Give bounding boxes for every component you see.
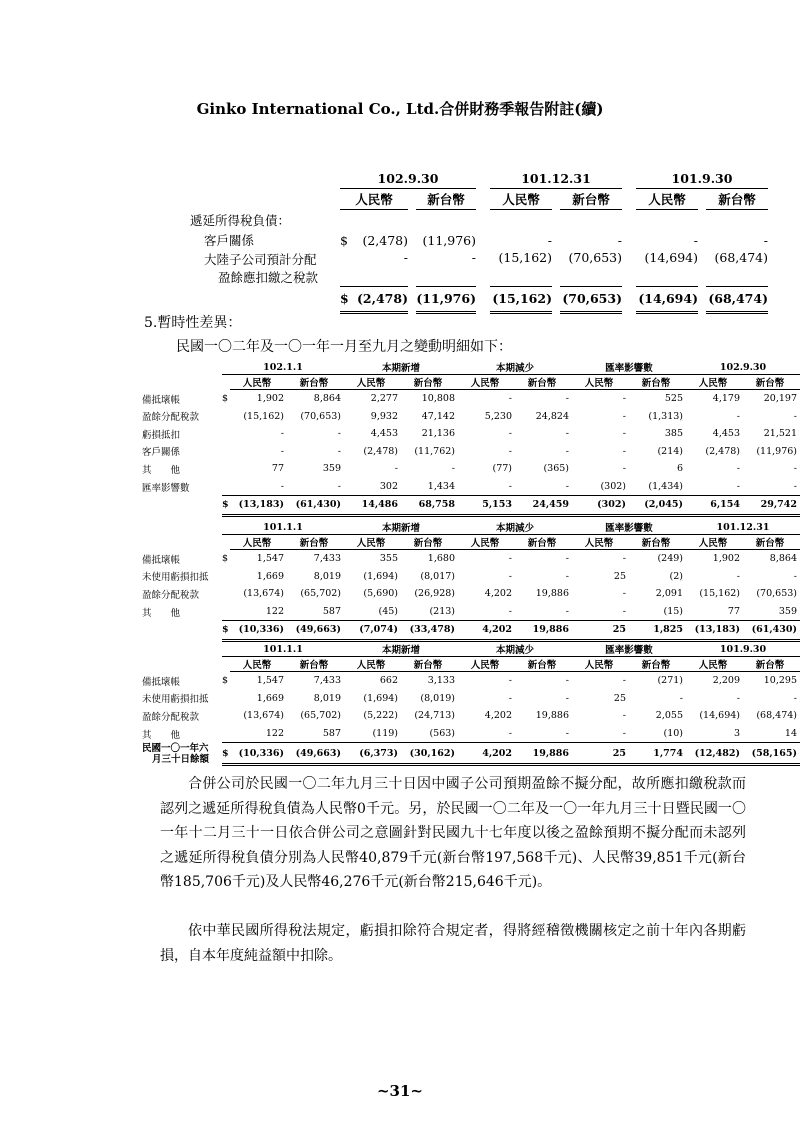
- row-label: 備抵壞帳: [142, 554, 181, 566]
- group-header: 102.1.1: [222, 360, 344, 375]
- currency-header: 人民幣: [686, 375, 743, 390]
- section-heading: 遞延所得稅負債：: [190, 213, 291, 228]
- total-label: 民國一〇一年六 月三十日餘額: [142, 742, 210, 765]
- table-row: 備抵壞帳 $ 1,547 7,433 355 1,680 - - - (249) 1,902 8,864: [140, 550, 800, 568]
- currency-header: 人民幣: [340, 189, 408, 210]
- table-row: 盈餘分配稅款 (13,674) (65,702) (5,222) (24,713) 4,202 19,886 - 2,055 (14,694) (68,474): [140, 707, 800, 725]
- paragraph-deferred-tax: 合併公司於民國一〇二年九月三十日因中國子公司預期盈餘不擬分配，故所應扣繳稅款而認列之遞延所得稅負債為人民幣0千元。另，於民國一〇二年及一〇一年九月三十日暨民國一〇一年十二月三十一日依合併公司之意圖針對民國九十七年度以後之盈餘預期不擬分配而未認列之遞延所得稅負債分別為人民幣40,879千元(新台幣197,568千元)、人民幣39,851千元(新台幣185,706千元)及人民幣46,276千元(新台幣215,646千元)。: [160, 776, 746, 890]
- currency-header: 新台幣: [629, 657, 686, 672]
- row-label: 客戶關係: [204, 233, 255, 248]
- period-header: 102.9.30: [340, 168, 476, 189]
- table-row: 備抵壞帳 $ 1,547 7,433 662 3,133 - - - (271) 2,209 10,295: [140, 672, 800, 690]
- row-label: 其 他: [142, 607, 181, 619]
- table-row: 虧損抵扣 - - 4,453 21,136 - - - 385 4,453 21,521: [140, 425, 800, 443]
- table-row: 匯率影響數 - - 302 1,434 - - (302) (1,434) - -: [140, 478, 800, 496]
- currency-header: 人民幣: [458, 375, 515, 390]
- currency-header: 新台幣: [560, 189, 622, 210]
- currency-header: 人民幣: [686, 657, 743, 672]
- currency-header: 人民幣: [344, 657, 401, 672]
- row-label: 盈餘分配稅款: [142, 589, 200, 601]
- group-header: 本期新增: [344, 360, 458, 375]
- currency-header: 新台幣: [629, 535, 686, 550]
- deferred-tax-liability-table: 102.9.30 101.12.31 101.9.30 人民幣 新台幣 人民幣 新台幣 人民幣 新台幣 遞延所得稅負債： 客戶關係 $ (2,478) (11,976) - - - - 大陸子公司預計分配 盈餘應扣繳之稅款 - - (15,162) (70,653) (14,694) (68,474) $ (2,478) (11,976) (15,162) (70,653) (14,694) (68,474): [190, 168, 768, 314]
- table-row: 備抵壞帳 $ 1,902 8,864 2,277 10,808 - - - 525 4,179 20,197: [140, 390, 800, 408]
- row-label: 其 他: [142, 729, 181, 741]
- currency-header: 新台幣: [743, 375, 800, 390]
- page-number: ~31~: [376, 1082, 423, 1100]
- section-5-heading: 5.暫時性差異：: [144, 315, 242, 331]
- group-header: 匯率影響數: [572, 360, 686, 375]
- currency-header: 新台幣: [401, 535, 458, 550]
- row-label: 備抵壞帳: [142, 394, 181, 406]
- table-row: 其 他 77 359 - - (77) (365) - 6 - -: [140, 460, 800, 478]
- group-header: 本期減少: [458, 520, 572, 535]
- temporary-difference-table-101-9: [140, 642, 800, 766]
- currency-header: 新台幣: [287, 535, 344, 550]
- currency-header: 人民幣: [230, 535, 287, 550]
- currency-header: 新台幣: [401, 657, 458, 672]
- currency-header: 人民幣: [230, 657, 287, 672]
- currency-header: 人民幣: [490, 189, 552, 210]
- group-header: 102.9.30: [686, 360, 800, 375]
- currency-header: 人民幣: [230, 375, 287, 390]
- table-row: 盈餘分配稅款 (13,674) (65,702) (5,690) (26,928) 4,202 19,886 - 2,091 (15,162) (70,653): [140, 585, 800, 603]
- total-row: $ (13,183) (61,430) 14,486 68,758 5,153 24,459 (302) (2,045) 6,154 29,742: [140, 496, 800, 516]
- currency-header: 新台幣: [401, 375, 458, 390]
- row-label: 其 他: [142, 464, 181, 476]
- temporary-difference-table-101-12: [140, 520, 800, 642]
- currency-header: 新台幣: [515, 375, 572, 390]
- table-row: 客戶關係 - - (2,478) (11,762) - - - (214) (2,478) (11,976): [140, 443, 800, 461]
- currency-header: 新台幣: [743, 657, 800, 672]
- currency-header: 人民幣: [458, 535, 515, 550]
- temporary-difference-table-102: [140, 360, 800, 517]
- group-header: 101.12.31: [686, 520, 800, 535]
- currency-header: 人民幣: [686, 535, 743, 550]
- group-header: 101.1.1: [222, 520, 344, 535]
- period-header: 101.9.30: [636, 168, 768, 189]
- group-header: 101.9.30: [686, 642, 800, 657]
- currency-header: 人民幣: [636, 189, 698, 210]
- row-label: 盈餘分配稅款: [142, 711, 200, 723]
- group-header: 101.1.1: [222, 642, 344, 657]
- currency-header: 新台幣: [287, 657, 344, 672]
- table-row: 盈餘分配稅款 (15,162) (70,653) 9,932 47,142 5,230 24,824 - (1,313) - -: [140, 408, 800, 426]
- page-title: Ginko International Co., Ltd.合併財務季報告附註(續): [196, 100, 604, 118]
- total-row: $ (10,336) (49,663) (7,074) (33,478) 4,202 19,886 25 1,825 (13,183) (61,430): [140, 621, 800, 641]
- total-row: 民國一〇一年六 月三十日餘額 $ (10,336) (49,663) (6,373) (30,162) 4,202 19,886 25 1,774 (12,482) (58,165): [140, 743, 800, 765]
- table-row: 未使用虧損扣抵 1,669 8,019 (1,694) (8,017) - - 25 (2) - -: [140, 568, 800, 586]
- currency-header: 人民幣: [572, 535, 629, 550]
- currency-header: 新台幣: [416, 189, 476, 210]
- table-row: 未使用虧損扣抵 1,669 8,019 (1,694) (8,019) - - 25 - - -: [140, 690, 800, 708]
- group-header: 本期減少: [458, 642, 572, 657]
- row-label: 大陸子公司預計分配 盈餘應扣繳之稅款: [204, 252, 319, 285]
- currency-header: 新台幣: [515, 535, 572, 550]
- group-header: 本期減少: [458, 360, 572, 375]
- table-row: 其 他 122 587 (45) (213) - - - (15) 77 359: [140, 603, 800, 621]
- currency-header: 人民幣: [344, 375, 401, 390]
- currency-header: 新台幣: [287, 375, 344, 390]
- row-label: 客戶關係: [142, 447, 181, 459]
- group-header: 本期新增: [344, 520, 458, 535]
- group-header: 本期新增: [344, 642, 458, 657]
- currency-header: 新台幣: [743, 535, 800, 550]
- table-row: 其 他 122 587 (119) (563) - - - (10) 3 14: [140, 725, 800, 743]
- group-header: 匯率影響數: [572, 642, 686, 657]
- period-header: 101.12.31: [490, 168, 622, 189]
- paragraph-loss-carryforward: 依中華民國所得稅法規定，虧損扣除符合規定者，得將經稽徵機關核定之前十年內各期虧損，自本年度純益額中扣除。: [160, 923, 746, 964]
- currency-header: 人民幣: [572, 657, 629, 672]
- currency-header: 新台幣: [629, 375, 686, 390]
- currency-header: 新台幣: [706, 189, 768, 210]
- row-label: 匯率影響數: [142, 482, 190, 494]
- row-label: 盈餘分配稅款: [142, 412, 200, 424]
- currency-header: 新台幣: [515, 657, 572, 672]
- row-label: 未使用虧損扣抵: [142, 694, 209, 706]
- group-header: 匯率影響數: [572, 520, 686, 535]
- currency-header: 人民幣: [458, 657, 515, 672]
- row-label: 虧損抵扣: [142, 429, 181, 441]
- currency-header: 人民幣: [572, 375, 629, 390]
- section-5-subheading: 民國一〇二年及一〇一年一月至九月之變動明細如下：: [176, 339, 512, 355]
- currency-header: 人民幣: [344, 535, 401, 550]
- row-label: 備抵壞帳: [142, 676, 181, 688]
- row-label: 未使用虧損扣抵: [142, 572, 209, 584]
